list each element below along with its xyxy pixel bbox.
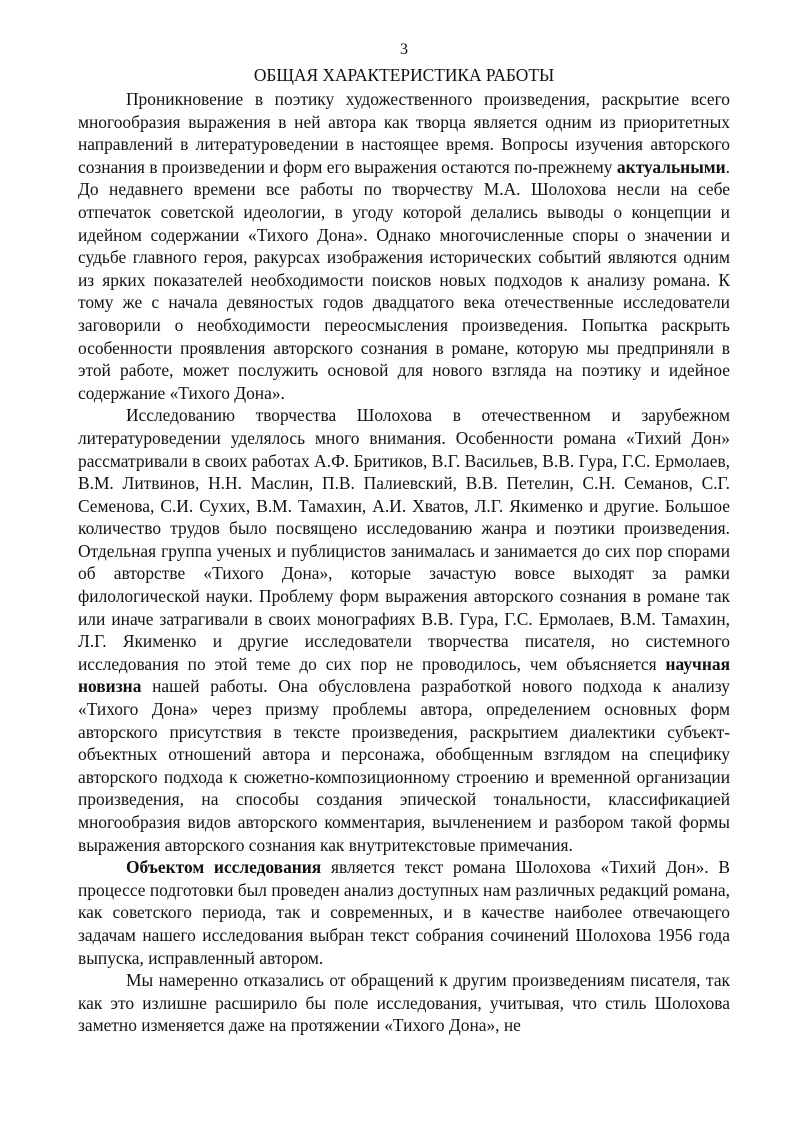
paragraph-text: является текст романа Шолохова «Тихий Дон». В процессе подготовки был проведен анализ доступных нам различных редакций романа, как советского периода, так и современных, и в качестве наиболее отвечающего задачам нашего исследования выбран текст собрания сочинений Шолохова 1956 года выпуска, исправленный автором. xyxy=(78,857,730,968)
bold-term-novelty: научная новизна xyxy=(78,653,730,697)
paragraph-text: нашей работы. Она обусловлена разработкой нового подхода к анализу «Тихого Дона» через призму проблемы автора, определением основных форм авторского присутствия в тексте произведения, раскрытием диалектики субъект-объектных отношений автора и персонажа, обобщенным взглядом на специфику авторского подхода к сюжетно-композиционному строению и временной организации произведения, на способы создания эпической тональности, классификацией многообразия видов авторского комментария, вычленением и разбором такой формы выражения авторского сознания как внутритекстовые примечания. xyxy=(78,676,730,855)
section-title: ОБЩАЯ ХАРАКТЕРИСТИКА РАБОТЫ xyxy=(253,65,555,85)
page-number: 3 xyxy=(400,41,408,58)
paragraph-scope xyxy=(78,969,730,1037)
paragraph-text: . До недавнего времени все работы по творчеству М.А. Шолохова несли на себе отпечаток советской идеологии, в угоду которой делались выводы о концепции и идейном содержании «Тихого Дона». Однако многочисленные споры о значении и судьбе главного героя, ракурсах изображения исторических событий являются одним из ярких показателей необходимости поисков новых подходов к анализу романа. К тому же с начала девяностых годов двадцатого века отечественные исследователи заговорили о необходимости переосмысления произведения. Попытка раскрыть особенности проявления авторского сознания в романе, которую мы предприняли в этой работе, может послужить основой для нового взгляда на поэтику и идейное содержание «Тихого Дона». xyxy=(78,156,730,403)
paragraph-text: Проникновение в поэтику художественного произведения, раскрытие всего многообразия выражения в ней автора как творца является одним из приоритетных направлений в литературоведении в настоящее время. Вопросы изучения авторского сознания в произведении и форм его выражения остаются по-прежнему xyxy=(78,89,730,177)
paragraph-object xyxy=(78,856,730,969)
document-page xyxy=(78,40,730,1037)
paragraph-text: Исследованию творчества Шолохова в отечественном и зарубежном литературоведении уделялось много внимания. Особенности романа «Тихий Дон» рассматривали в своих работах А.Ф. Бритиков, В.Г. Васильев, В.В. Гура, Г.С. Ермолаев, В.М. Литвинов, Н.Н. Маслин, П.В. Палиевский, В.В. Петелин, С.Н. Семанов, С.Г. Семенова, С.И. Сухих, В.М. Тамахин, А.И. Хватов, Л.Г. Якименко и другие. Большое количество трудов было посвящено исследованию жанра и поэтики произведения. Отдельная группа ученых и публицистов занималась и занимается до сих пор спорами об авторстве «Тихого Дона», которые зачастую вовсе выходят за рамки филологической науки. Проблему форм выражения авторского сознания в романе так или иначе затрагивали в своих монографиях В.В. Гура, Г.С. Ермолаев, В.М. Тамахин, Л.Г. Якименко и другие исследователи творчества писателя, но системного исследования по этой теме до сих пор не проводилось, чем объясняется xyxy=(78,405,730,674)
paragraph-text: Мы намеренно отказались от обращений к другим произведениям писателя, так как это излишне расширило бы поле исследования, учитывая, что стиль Шолохова заметно изменяется даже на протяжении «Тихого Дона», не xyxy=(78,970,730,1036)
paragraph-novelty xyxy=(78,404,730,856)
bold-term-relevance: актуальными xyxy=(616,156,726,177)
paragraph-relevance xyxy=(78,88,730,404)
bold-term-object: Объектом исследования xyxy=(126,857,322,878)
